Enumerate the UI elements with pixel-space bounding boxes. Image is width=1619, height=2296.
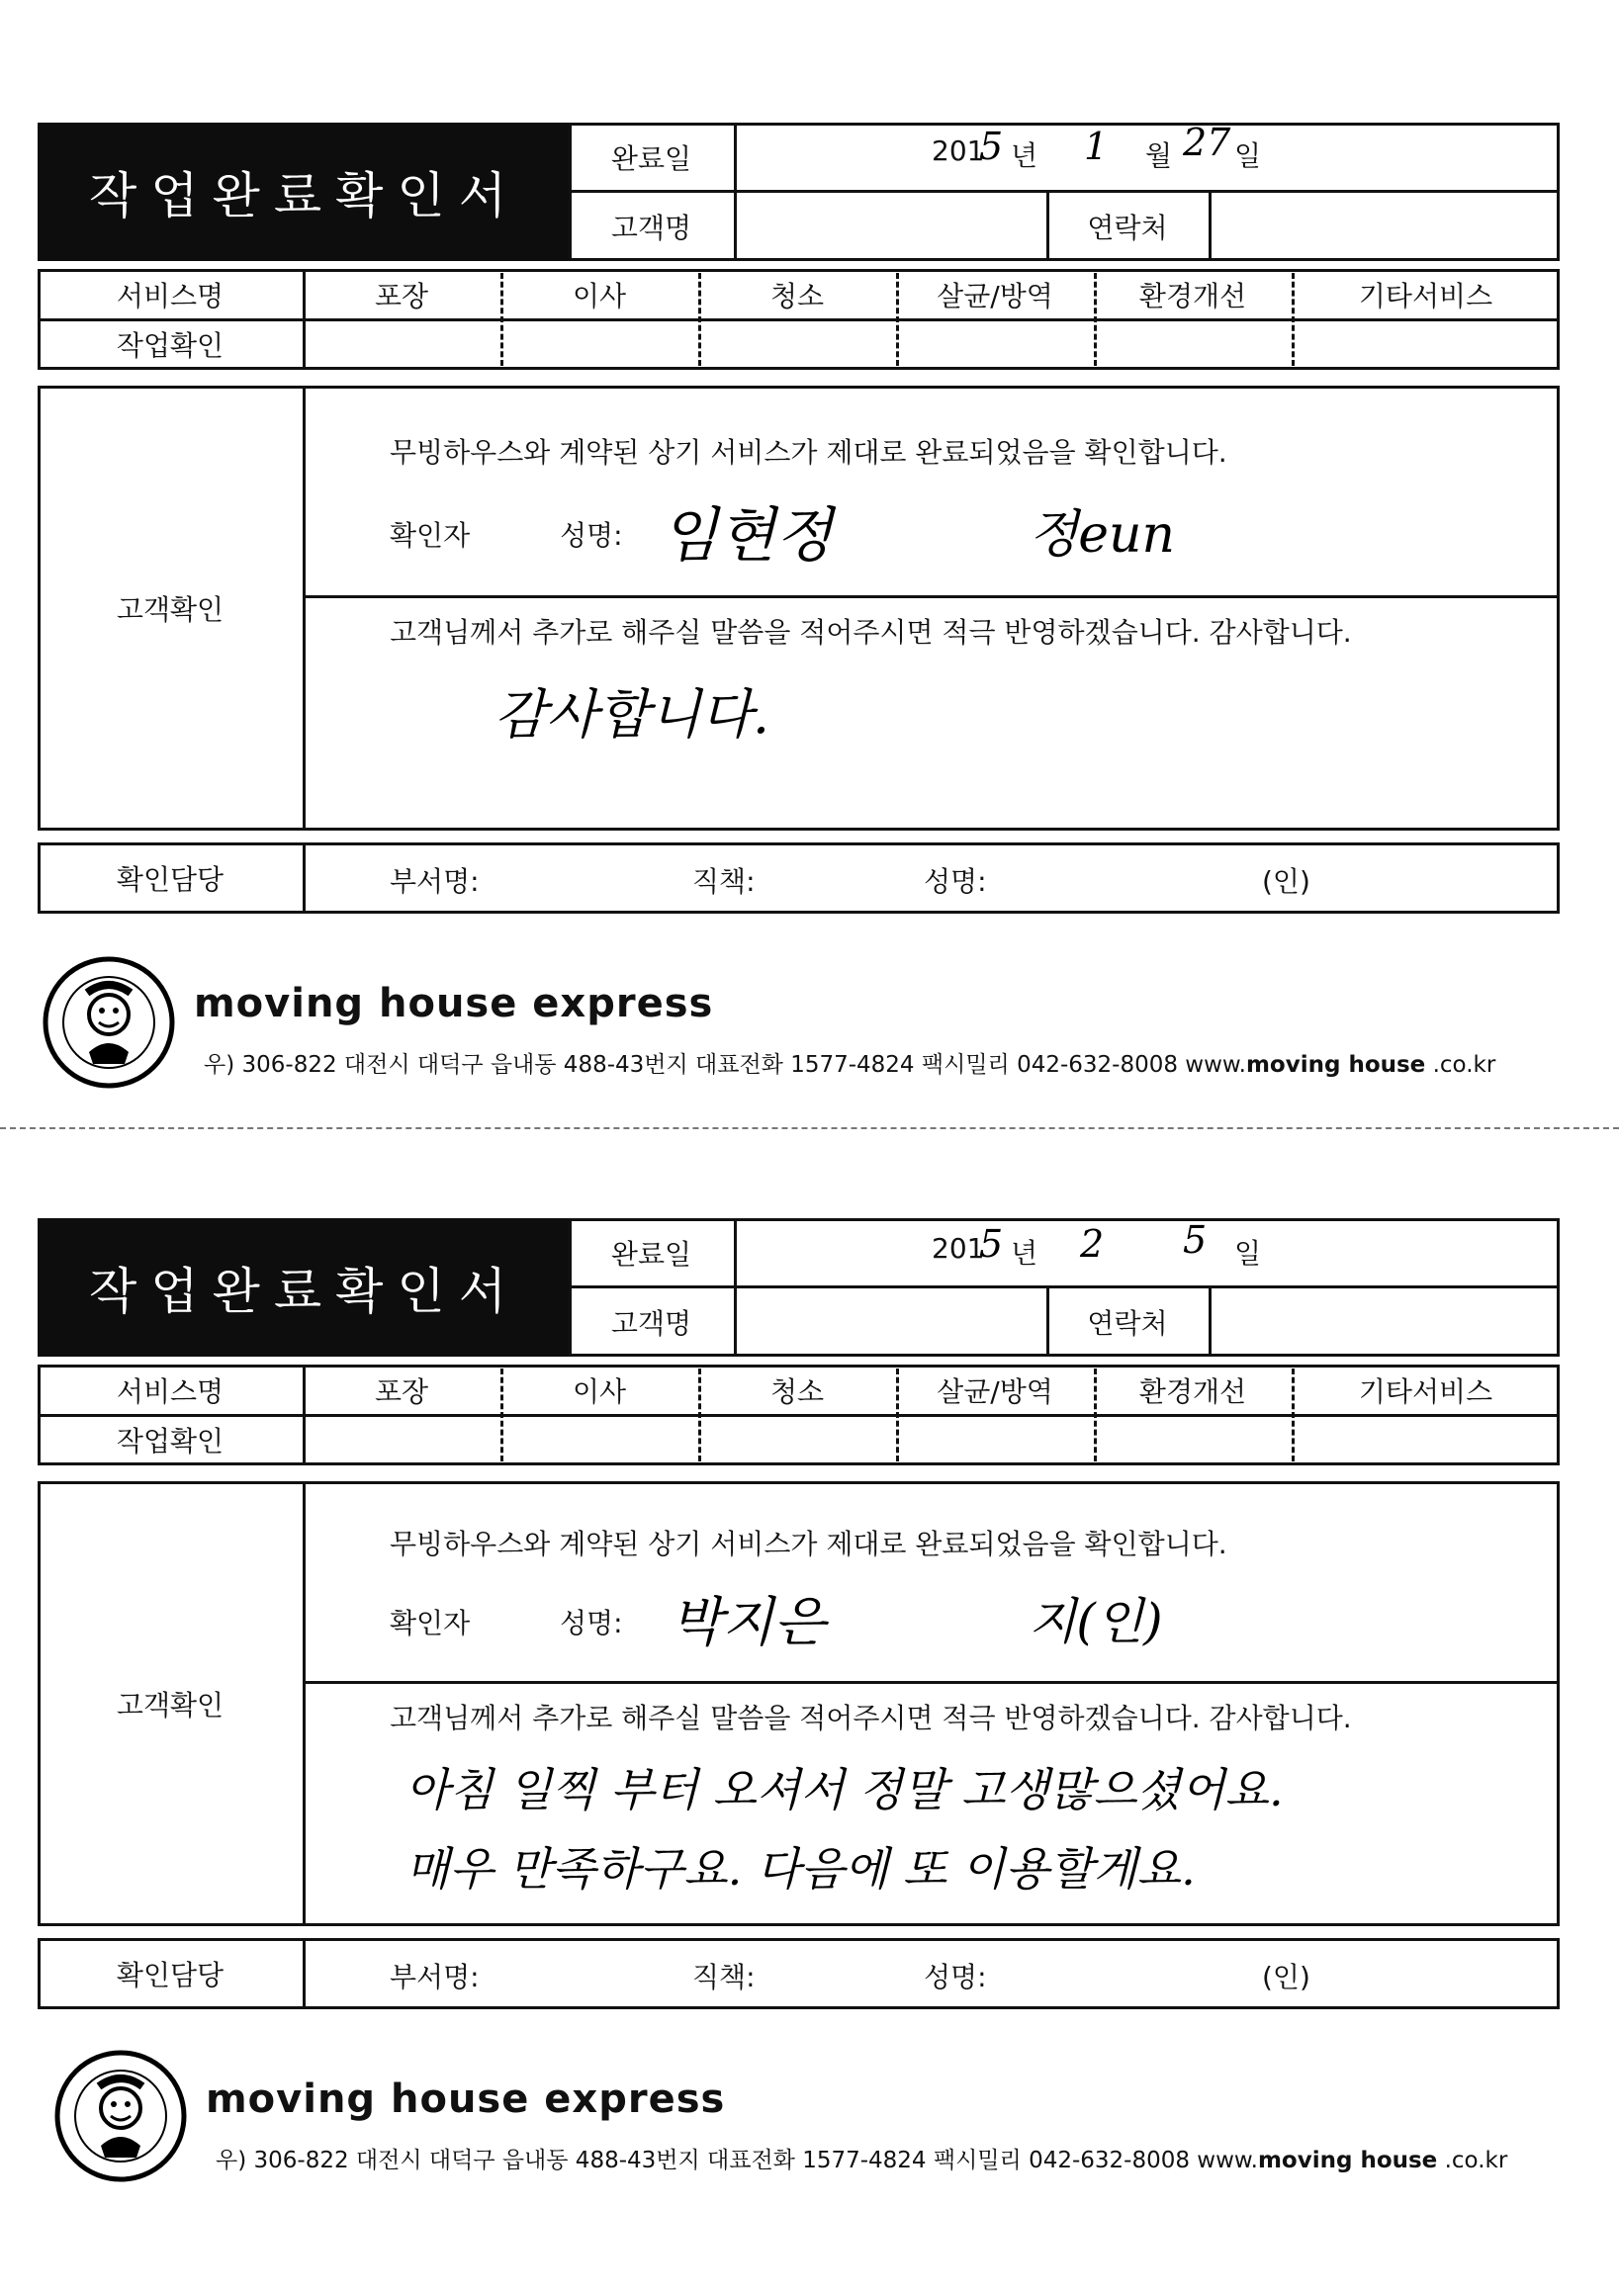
company-address: 우) 306-822 대전시 대덕구 읍내동 488-43번지 대표전화 1577-4824 팩시밀리 042-632-8008 www.moving house .co.kr bbox=[204, 1052, 1496, 1078]
handwritten-comment-1: 감사합니다. bbox=[495, 683, 769, 746]
customer-name-label: 고객명 bbox=[610, 1307, 692, 1340]
customer-confirm-label: 고객확인 bbox=[116, 1689, 225, 1722]
date-prefix: 201 bbox=[932, 1232, 985, 1265]
handwritten-day: 5 bbox=[1183, 1218, 1208, 1262]
confirmer-label: 확인자 bbox=[390, 519, 471, 552]
handwritten-comment-2: 매우 만족하구요. 다음에 또 이용할게요. bbox=[405, 1842, 1196, 1896]
service-other: 기타서비스 bbox=[1358, 1375, 1493, 1408]
service-environment: 환경개선 bbox=[1138, 280, 1247, 312]
handwritten-year: 5 bbox=[979, 125, 1004, 168]
service-packing: 포장 bbox=[374, 1375, 429, 1408]
completion-form-2 bbox=[0, 1096, 1619, 2173]
confirm-statement: 무빙하우스와 계약된 상기 서비스가 제대로 완료되었음을 확인합니다. bbox=[390, 436, 1227, 469]
mascot-logo-icon bbox=[40, 953, 178, 1092]
work-check-header: 작업확인 bbox=[116, 1425, 225, 1457]
staff-name-label: 성명: bbox=[924, 1961, 987, 1993]
confirmer-name-label: 성명: bbox=[560, 1607, 623, 1639]
request-text: 고객님께서 추가로 해주실 말씀을 적어주시면 적극 반영하겠습니다. 감사합니다. bbox=[390, 616, 1352, 649]
date-prefix: 201 bbox=[932, 134, 985, 167]
month-label: 월 bbox=[1145, 139, 1173, 172]
handwritten-year: 5 bbox=[979, 1222, 1004, 1266]
completion-date-label: 완료일 bbox=[610, 142, 692, 175]
day-label: 일 bbox=[1234, 139, 1262, 172]
service-disinfection: 살균/방역 bbox=[937, 280, 1053, 312]
service-other: 기타서비스 bbox=[1358, 280, 1493, 312]
handwritten-name: 임현정 bbox=[661, 501, 833, 571]
mascot-logo-icon bbox=[51, 2047, 190, 2185]
handwritten-comment-1: 아침 일찍 부터 오셔서 정말 고생많으셨어요. bbox=[405, 1763, 1284, 1816]
confirm-statement: 무빙하우스와 계약된 상기 서비스가 제대로 완료되었음을 확인합니다. bbox=[390, 1528, 1227, 1560]
handwritten-month: 2 bbox=[1080, 1222, 1105, 1266]
service-name-header: 서비스명 bbox=[116, 1375, 225, 1408]
staff-label: 확인담당 bbox=[116, 863, 225, 896]
completion-form-1 bbox=[0, 0, 1619, 1078]
handwritten-signature: 정eun bbox=[1029, 505, 1175, 565]
form-title: 작업완료확인서 bbox=[38, 1218, 572, 1357]
handwritten-month: 1 bbox=[1084, 125, 1109, 168]
service-disinfection: 살균/방역 bbox=[937, 1375, 1053, 1408]
staff-name-label: 성명: bbox=[924, 865, 987, 898]
service-environment: 환경개선 bbox=[1138, 1375, 1247, 1408]
handwritten-signature: 지(인) bbox=[1029, 1593, 1163, 1650]
service-moving: 이사 bbox=[572, 280, 627, 312]
brand-name: moving house express bbox=[194, 981, 714, 1026]
service-name-header: 서비스명 bbox=[116, 280, 225, 312]
seal-label: (인) bbox=[1262, 1961, 1310, 1993]
company-address: 우) 306-822 대전시 대덕구 읍내동 488-43번지 대표전화 1577-4824 팩시밀리 042-632-8008 www.moving house .co.kr bbox=[216, 2148, 1508, 2173]
seal-label: (인) bbox=[1262, 865, 1310, 898]
year-label: 년 bbox=[1011, 1237, 1038, 1270]
customer-name-label: 고객명 bbox=[610, 212, 692, 244]
staff-label: 확인담당 bbox=[116, 1959, 225, 1991]
confirmer-label: 확인자 bbox=[390, 1607, 471, 1639]
contact-label: 연락처 bbox=[1087, 212, 1168, 244]
handwritten-name: 박지은 bbox=[671, 1591, 826, 1653]
work-check-header: 작업확인 bbox=[116, 329, 225, 362]
form-title: 작업완료확인서 bbox=[38, 123, 572, 261]
customer-confirm-label: 고객확인 bbox=[116, 593, 225, 626]
contact-label: 연락처 bbox=[1087, 1307, 1168, 1340]
completion-date-label: 완료일 bbox=[610, 1238, 692, 1271]
request-text: 고객님께서 추가로 해주실 말씀을 적어주시면 적극 반영하겠습니다. 감사합니다. bbox=[390, 1702, 1352, 1734]
service-packing: 포장 bbox=[374, 280, 429, 312]
service-cleaning: 청소 bbox=[769, 1375, 825, 1408]
position-label: 직책: bbox=[692, 865, 756, 898]
position-label: 직책: bbox=[692, 1961, 756, 1993]
handwritten-day: 27 bbox=[1183, 121, 1231, 164]
confirmer-name-label: 성명: bbox=[560, 519, 623, 552]
dept-label: 부서명: bbox=[390, 865, 480, 898]
service-cleaning: 청소 bbox=[769, 280, 825, 312]
brand-name: moving house express bbox=[206, 2076, 726, 2122]
dept-label: 부서명: bbox=[390, 1961, 480, 1993]
year-label: 년 bbox=[1011, 139, 1038, 172]
service-moving: 이사 bbox=[572, 1375, 627, 1408]
day-label: 일 bbox=[1234, 1237, 1262, 1270]
